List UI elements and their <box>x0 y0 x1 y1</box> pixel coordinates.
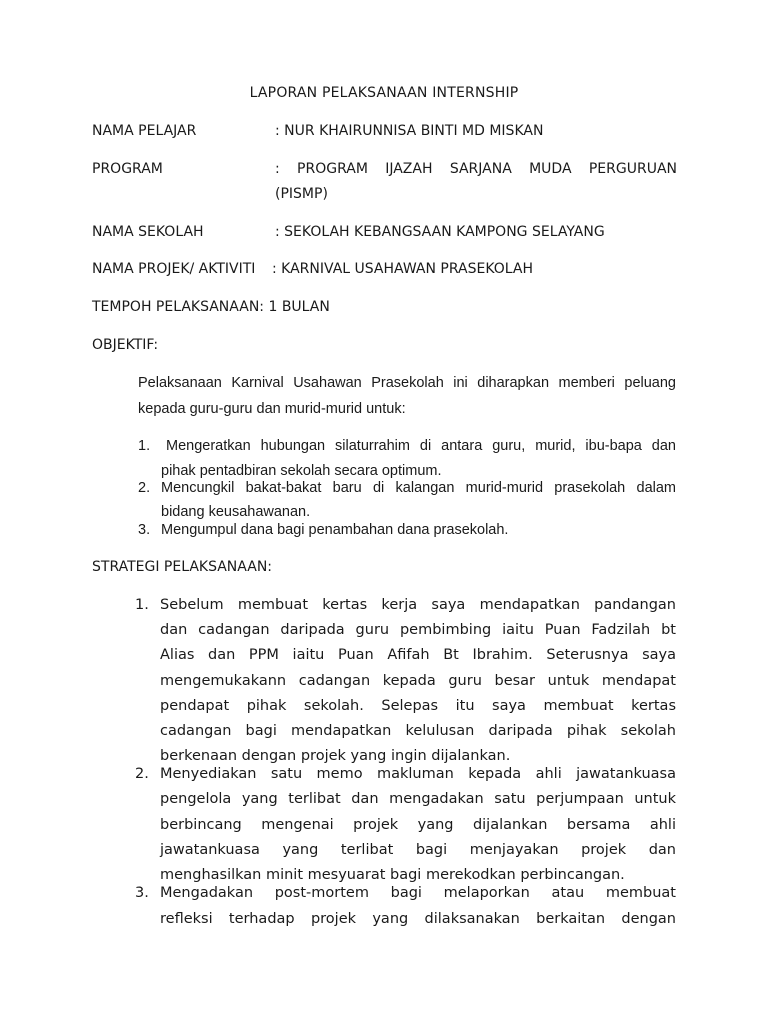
nama-projek-label: NAMA PROJEK/ AKTIVITI <box>92 261 256 277</box>
objektif-item-number: 3. <box>138 522 151 538</box>
objektif-item-number: 1. <box>138 438 151 454</box>
strategi-item-line: mengemukakann cadangan kepada guru besar untuk mendapat <box>160 673 676 689</box>
objektif-item-number: 2. <box>138 480 151 496</box>
strategi-item-line: berbincang mengenai projek yang dijalankan bersama ahli <box>160 817 676 833</box>
tempoh-pelaksanaan: TEMPOH PELAKSANAAN: 1 BULAN <box>92 299 330 315</box>
objektif-intro-line2: kepada guru-guru dan murid-murid untuk: <box>138 401 406 417</box>
strategi-item-line: pengelola yang terlibat dan mengadakan satu perjumpaan untuk <box>160 791 676 807</box>
strategi-item-number: 1. <box>135 597 149 613</box>
objektif-heading: OBJEKTIF: <box>92 337 159 353</box>
program-value-line1: : PROGRAM IJAZAH SARJANA MUDA PERGURUAN <box>275 161 677 177</box>
document-title: LAPORAN PELAKSANAAN INTERNSHIP <box>249 85 519 101</box>
strategi-item-line: menghasilkan minit mesyuarat bagi merekodkan perbincangan. <box>160 867 625 883</box>
strategi-item-line: dan cadangan daripada guru pembimbing iaitu Puan Fadzilah bt <box>160 622 676 638</box>
strategi-item-line: Menyediakan satu memo makluman kepada ahli jawatankuasa <box>160 766 676 782</box>
program-label: PROGRAM <box>92 161 163 177</box>
strategi-item-line: refleksi terhadap projek yang dilaksanakan berkaitan dengan <box>160 911 676 927</box>
nama-pelajar-value: : NUR KHAIRUNNISA BINTI MD MISKAN <box>275 123 544 139</box>
strategi-item-line: berkenaan dengan projek yang ingin dijalankan. <box>160 748 511 764</box>
objektif-intro-line1: Pelaksanaan Karnival Usahawan Prasekolah ini diharapkan memberi peluang <box>138 375 676 391</box>
objektif-item-line: Mengeratkan hubungan silaturrahim di antara guru, murid, ibu-bapa dan <box>166 438 676 454</box>
strategi-item-line: Sebelum membuat kertas kerja saya mendapatkan pandangan <box>160 597 676 613</box>
strategi-item-line: Mengadakan post-mortem bagi melaporkan atau membuat <box>160 885 676 901</box>
program-value-line2: (PISMP) <box>275 186 328 202</box>
strategi-heading: STRATEGI PELAKSANAAN: <box>92 559 273 575</box>
strategi-item-line: jawatankuasa yang terlibat bagi menjayakan projek dan <box>160 842 676 858</box>
objektif-item-line: Mengumpul dana bagi penambahan dana prasekolah. <box>161 522 509 538</box>
nama-projek-value: : KARNIVAL USAHAWAN PRASEKOLAH <box>272 261 533 277</box>
strategi-item-line: pendapat pihak sekolah. Selepas itu saya membuat kertas <box>160 698 676 714</box>
nama-pelajar-label: NAMA PELAJAR <box>92 123 197 139</box>
strategi-item-number: 2. <box>135 766 149 782</box>
strategi-item-line: cadangan bagi mendapatkan kelulusan daripada pihak sekolah <box>160 723 676 739</box>
strategi-item-number: 3. <box>135 885 149 901</box>
objektif-item-line: Mencungkil bakat-bakat baru di kalangan murid-murid prasekolah dalam <box>161 480 676 496</box>
strategi-item-line: Alias dan PPM iaitu Puan Afifah Bt Ibrahim. Seterusnya saya <box>160 647 676 663</box>
objektif-item-line: bidang keusahawanan. <box>161 504 311 520</box>
objektif-item-line: pihak pentadbiran sekolah secara optimum. <box>161 463 442 479</box>
nama-sekolah-value: : SEKOLAH KEBANGSAAN KAMPONG SELAYANG <box>275 224 605 240</box>
nama-sekolah-label: NAMA SEKOLAH <box>92 224 204 240</box>
